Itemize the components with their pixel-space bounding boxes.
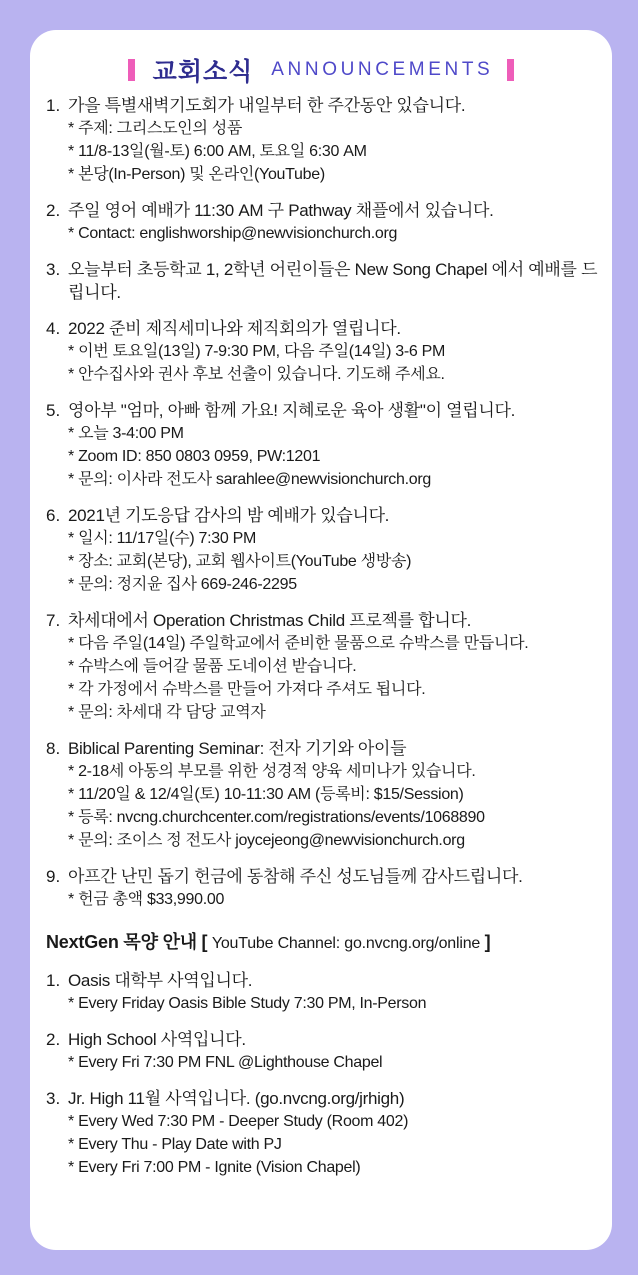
item-detail: * Contact: englishworship@newvisionchurch.org (68, 225, 398, 242)
item-title: Biblical Parenting Seminar: 전자 기기와 아이들 (68, 739, 407, 758)
item-number: 9. (46, 867, 61, 886)
item-number: 5. (46, 401, 61, 420)
item-detail: * 슈박스에 들어갈 물품 도네이션 받습니다. (68, 658, 357, 675)
announcements-list (46, 94, 606, 1192)
item-detail: * 문의: 조이스 정 전도사 joycejeong@newvisionchurch.org (68, 832, 465, 849)
list-item (46, 199, 606, 245)
item-detail: * 2-18세 아동의 부모를 위한 성경적 양육 세미나가 있습니다. (68, 763, 476, 780)
list-item (46, 504, 606, 596)
item-number: 4. (46, 319, 61, 338)
item-detail: * 이번 토요일(13일) 7-9:30 PM, 다음 주일(14일) 3-6 PM (68, 343, 446, 360)
item-detail: * 본당(In-Person) 및 온라인(YouTube) (68, 166, 325, 183)
item-detail: * 문의: 정지윤 집사 669-246-2295 (68, 576, 297, 593)
item-detail: * Every Friday Oasis Bible Study 7:30 PM, In-Person (68, 995, 427, 1012)
list-item (46, 399, 606, 491)
item-title: 주일 영어 예배가 11:30 AM 구 Pathway 채플에서 있습니다. (68, 201, 494, 220)
item-detail: * Every Thu - Play Date with PJ (68, 1136, 282, 1153)
item-detail: * 각 가정에서 슈박스를 만들어 가져다 주셔도 됩니다. (68, 681, 426, 698)
item-title: 가을 특별새벽기도회가 내일부터 한 주간동안 있습니다. (68, 96, 466, 115)
nextgen-title: NextGen 목양 안내 (46, 932, 197, 952)
list-item (46, 94, 606, 186)
item-title: 아프간 난민 돕기 헌금에 동참해 주신 성도님들께 감사드립니다. (68, 867, 523, 886)
item-detail: * 문의: 차세대 각 담당 교역자 (68, 704, 266, 721)
youtube-channel-link[interactable]: YouTube Channel: go.nvcng.org/online (211, 935, 481, 952)
nextgen-heading (46, 931, 606, 955)
item-title: Oasis 대학부 사역입니다. (68, 971, 253, 990)
list-item (46, 969, 606, 1015)
pink-bar-left-icon (128, 59, 135, 81)
item-detail: * 주제: 그리스도인의 성품 (68, 120, 243, 137)
pink-bar-right-icon (507, 59, 514, 81)
item-detail: * Every Wed 7:30 PM - Deeper Study (Room 402) (68, 1113, 409, 1130)
list-item (46, 1087, 606, 1179)
item-detail: * 헌금 총액 $33,990.00 (68, 891, 225, 908)
bracket-close: ] (484, 932, 491, 952)
item-detail: * Zoom ID: 850 0803 0959, PW:1201 (68, 448, 321, 465)
item-title: Jr. High 11월 사역입니다. (go.nvcng.org/jrhigh) (68, 1089, 405, 1108)
item-detail: * 오늘 3-4:00 PM (68, 425, 184, 442)
list-item (46, 609, 606, 724)
list-item (46, 865, 606, 911)
item-number: 1. (46, 96, 61, 115)
item-number: 2. (46, 1030, 61, 1049)
item-detail: * Every Fri 7:00 PM - Ignite (Vision Chapel) (68, 1159, 361, 1176)
list-item (46, 258, 606, 304)
item-detail: * 등록: nvcng.churchcenter.com/registrations/events/1068890 (68, 809, 485, 826)
list-item (46, 1028, 606, 1074)
page-title-korean: 교회소식 (152, 57, 254, 86)
item-title: High School 사역입니다. (68, 1030, 246, 1049)
item-title: 2021년 기도응답 감사의 밤 예배가 있습니다. (68, 506, 390, 525)
item-detail: * 11/20일 & 12/4일(토) 10-11:30 AM (등록비: $15/Session) (68, 786, 464, 803)
list-item (46, 737, 606, 852)
item-number: 6. (46, 506, 61, 525)
item-detail: * 일시: 11/17일(수) 7:30 PM (68, 530, 257, 547)
item-title: 영아부 "엄마, 아빠 함께 가요! 지혜로운 육아 생활"이 열립니다. (68, 401, 516, 420)
page-title-english: ANNOUNCEMENTS (271, 59, 494, 80)
item-number: 8. (46, 739, 61, 758)
item-number: 1. (46, 971, 61, 990)
item-number: 3. (46, 1089, 61, 1108)
item-detail: * 문의: 이사라 전도사 sarahlee@newvisionchurch.org (68, 471, 431, 488)
item-detail: * 안수집사와 권사 후보 선출이 있습니다. 기도해 주세요. (68, 366, 445, 383)
item-title: 2022 준비 제직세미나와 제직회의가 열립니다. (68, 319, 401, 338)
page-header (30, 50, 612, 90)
item-title: 오늘부터 초등학교 1, 2학년 어린이들은 New Song Chapel 에서 예배를 드립니다. (68, 260, 598, 302)
item-detail: * 장소: 교회(본당), 교회 웹사이트(YouTube 생방송) (68, 553, 412, 570)
item-detail: * 11/8-13일(월-토) 6:00 AM, 토요일 6:30 AM (68, 143, 367, 160)
item-number: 2. (46, 201, 61, 220)
item-title: 차세대에서 Operation Christmas Child 프로젝를 합니다. (68, 611, 472, 630)
announcements-card (30, 30, 612, 1250)
list-item (46, 317, 606, 386)
bracket-open: [ (201, 932, 208, 952)
item-detail: * 다음 주일(14일) 주일학교에서 준비한 물품으로 슈박스를 만듭니다. (68, 635, 529, 652)
item-number: 7. (46, 611, 61, 630)
item-number: 3. (46, 260, 61, 279)
item-detail: * Every Fri 7:30 PM FNL @Lighthouse Chapel (68, 1054, 383, 1071)
